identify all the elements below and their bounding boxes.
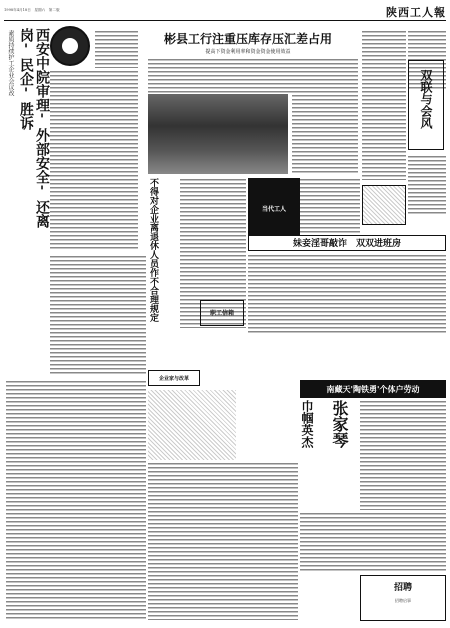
mail-box: 职工信箱 xyxy=(200,300,244,326)
header-bar xyxy=(4,4,446,20)
header-rule xyxy=(4,20,446,21)
right-feature-box: 双联与会风 xyxy=(408,60,444,150)
lower-center-body xyxy=(148,462,298,620)
left-headline: 西安中院审理'外部安全'还离岗'民企'胜诉 xyxy=(18,28,50,228)
lower-right-headline: 南藏天'陶铁勇'个体户劳动 xyxy=(300,380,446,398)
mid-vertical-title: 不得对企业离退休人员作不合理规定 xyxy=(148,178,158,322)
lower-right-body-a xyxy=(360,400,446,510)
issue-date: 1998年4月18日 星期六 第二版 xyxy=(4,8,60,12)
lower-right-vertical-a: 巾帼英杰 xyxy=(300,400,314,448)
mid-dark-box: 当代工人 xyxy=(248,178,300,248)
right-ad-box xyxy=(362,185,406,225)
lower-right-body-b xyxy=(300,512,446,572)
logo-seal xyxy=(50,26,90,66)
lower-right-vertical-b: 张家琴 xyxy=(330,400,349,448)
top-subhead: 提高下资金利用率和资金资金使用效益 xyxy=(205,49,291,55)
middle-headline-box: 妹妾淫哥敲诈 双双进班房 xyxy=(248,235,446,251)
lower-left-body xyxy=(6,380,146,620)
right-top-body-c xyxy=(408,155,446,215)
lower-center-ad xyxy=(148,390,236,460)
lower-center-caption: 企业家与改革 xyxy=(148,370,200,386)
recruit-box: 招聘 招聘启事 xyxy=(360,575,446,621)
top-photo xyxy=(148,94,288,174)
masthead: 陕西工人報 xyxy=(386,6,446,19)
mid-left-body xyxy=(50,255,146,375)
left-body-a xyxy=(50,70,138,250)
mid-right-body xyxy=(300,178,360,238)
top-body-right xyxy=(292,94,358,174)
right-top-body-a xyxy=(362,30,406,180)
top-body xyxy=(148,58,358,93)
left-kicker: 素质持续护工企业会议改 xyxy=(7,30,14,96)
middle-right-body xyxy=(248,254,446,334)
left-body-b xyxy=(95,30,138,68)
top-headline: 彬县工行注重压库存压汇差占用 xyxy=(163,32,332,46)
